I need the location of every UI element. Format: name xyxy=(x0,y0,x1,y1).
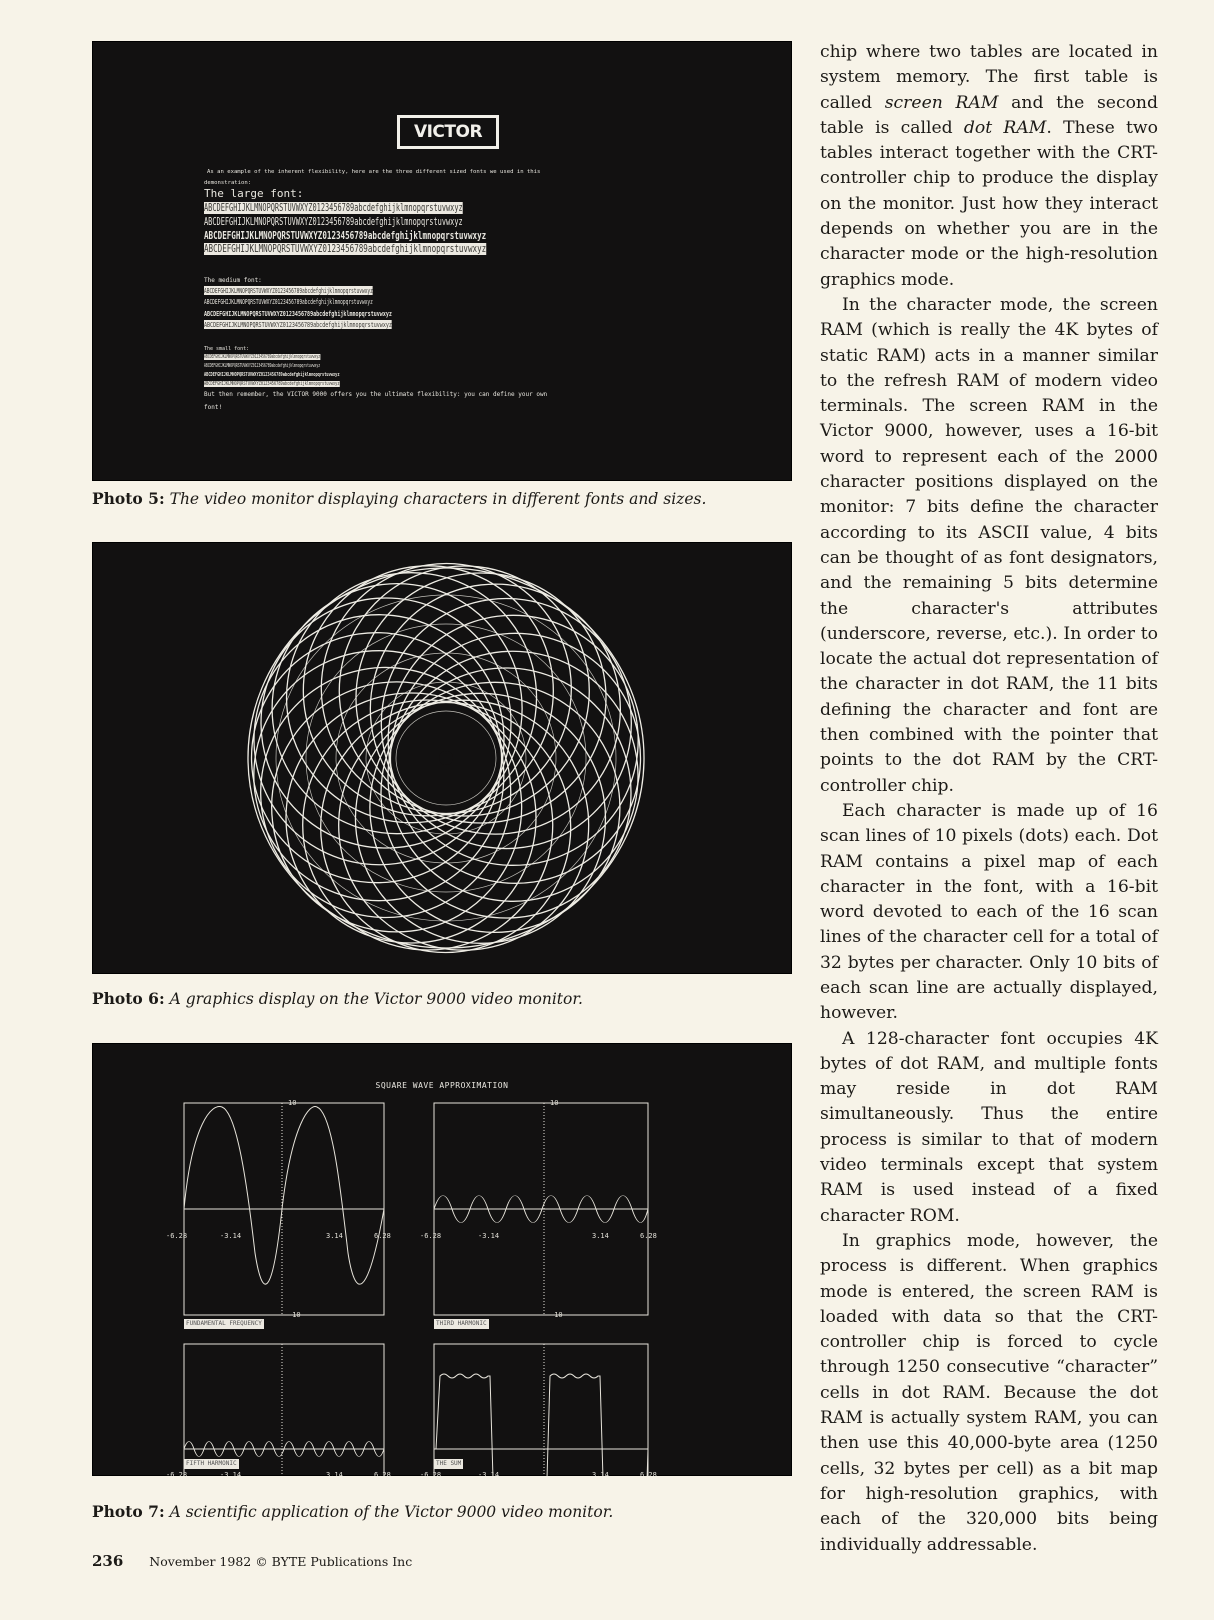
paragraph-1: chip where two tables are located in system memory. The first table is called screen RAM and the second table is called dot RAM. These two tables interact together with the CRT-controller chip to produce the display on the monitor. Just how they interact depends on whether you are in the character mode or the high-resolution graphics mode. xyxy=(820,42,1158,290)
crt-intro-2: demonstration: xyxy=(204,180,252,186)
panel-label-fundamental: FUNDAMENTAL FREQUENCY xyxy=(186,1320,262,1327)
term-screen-ram: screen RAM xyxy=(884,92,999,113)
caption-text: The video monitor displaying characters in different fonts and sizes. xyxy=(169,490,707,508)
article-column xyxy=(820,40,1158,1558)
crt-large-bold-reverse: ABCDEFGHIJKLMNOPQRSTUVWXYZ0123456789abcdefghijklmnopqrstuvwxyz xyxy=(204,243,487,255)
photo-5-font-display xyxy=(92,41,792,481)
x-tick: 6.28 xyxy=(374,1232,391,1240)
crt-small-bold: ABCDEFGHIJKLMNOPQRSTUVWXYZ0123456789abcdefghijklmnopqrstuvwxyz xyxy=(204,372,340,378)
panel-label-fifth: FIFTH HARMONIC xyxy=(186,1460,237,1467)
x-tick: 3.14 xyxy=(592,1232,609,1240)
crt-intro: As an example of the inherent flexibility, here are the three different sized fonts we used in this xyxy=(207,169,541,175)
crt-small-normal: ABCDEFGHIJKLMNOPQRSTUVWXYZ0123456789abcdefghijklmnopqrstuvwxyz xyxy=(204,363,321,369)
x-tick: -3.14 xyxy=(478,1232,500,1240)
paragraph-2: In the character mode, the screen RAM (which is really the 4K bytes of static RAM) acts in a manner similar to the refresh RAM of modern video terminals. The screen RAM in the Victor 9000, however, uses a 16-bit word to represent each of the 2000 character positions displayed on the monitor: 7 bits define the character according to its ASCII value, 4 bits can be thought of as font designators, and the remaining 5 bits determine the character's attributes (underscore, reverse, etc.). In order to locate the actual dot representation of the character in dot RAM, the 11 bits defining the character and font are then combined with the pointer that points to the dot RAM by the CRT-controller chip. xyxy=(820,294,1158,796)
x-tick: 3.14 xyxy=(326,1471,343,1476)
y-tick: 10 xyxy=(288,1099,297,1107)
photo-7-caption xyxy=(92,1502,613,1521)
paragraph-3: Each character is made up of 16 scan lines of 10 pixels (dots) each. Dot RAM contains a pixel map of each character in the font, with a 16-bit word devoted to each of the 16 scan lines of the character cell for a total of 32 bytes per character. Only 10 bits of each scan line are actually displayed, however. xyxy=(820,800,1158,1024)
x-tick: 6.28 xyxy=(640,1232,657,1240)
photo-6-caption xyxy=(92,989,583,1008)
crt-closing: But then remember, the VICTOR 9000 offers you the ultimate flexibility: you can define your own xyxy=(204,391,548,398)
panel-label-third: THIRD HARMONIC xyxy=(436,1320,487,1327)
crt-closing-2: font! xyxy=(204,404,223,411)
crt-large-normal: ABCDEFGHIJKLMNOPQRSTUVWXYZ0123456789abcdefghijklmnopqrstuvwxyz xyxy=(204,216,463,228)
page-number: 236 xyxy=(92,1552,124,1570)
y-tick: -10 xyxy=(550,1311,563,1319)
x-tick: -6.28 xyxy=(166,1232,188,1240)
paragraph-4: A 128-character font occupies 4K bytes of dot RAM, and multiple fonts may reside in dot RAM simultaneously. Thus the entire process is similar to that of modern video terminals except that system RAM is used instead of a fixed character ROM. xyxy=(820,1028,1158,1226)
y-tick: 10 xyxy=(550,1099,559,1107)
victor-logo: VICTOR xyxy=(397,115,499,149)
caption-text: A graphics display on the Victor 9000 video monitor. xyxy=(169,990,583,1008)
crt-medium-normal: ABCDEFGHIJKLMNOPQRSTUVWXYZ0123456789abcdefghijklmnopqrstuvwxyz xyxy=(204,297,373,306)
caption-label: Photo 6: xyxy=(92,989,165,1008)
crt-small-bold-reverse: ABCDEFGHIJKLMNOPQRSTUVWXYZ0123456789abcdefghijklmnopqrstuvwxyz xyxy=(204,381,340,387)
x-tick: -6.28 xyxy=(166,1471,188,1476)
x-tick: -3.14 xyxy=(478,1471,500,1476)
x-tick: 3.14 xyxy=(326,1232,343,1240)
crt-medium-reverse: ABCDEFGHIJKLMNOPQRSTUVWXYZ0123456789abcdefghijklmnopqrstuvwxyz xyxy=(204,286,373,295)
x-tick: -6.28 xyxy=(420,1471,442,1476)
page-footer xyxy=(92,1552,412,1570)
x-tick: -3.14 xyxy=(220,1471,242,1476)
term-dot-ram: dot RAM xyxy=(963,117,1047,138)
y-tick: -10 xyxy=(288,1311,301,1319)
caption-text: A scientific application of the Victor 9000 video monitor. xyxy=(169,1503,614,1521)
crt-small-label: The small font: xyxy=(204,346,250,352)
x-tick: 6.28 xyxy=(640,1471,657,1476)
photo-5-caption xyxy=(92,489,706,508)
paragraph-5: In graphics mode, however, the process is different. When graphics mode is entered, the screen RAM is loaded with data so that the CRT-controller chip is forced to cycle through 1250 consecutive “character” cells in dot RAM. Because the dot RAM is actually system RAM, you can then use this 40,000-byte area (1250 cells, 32 bytes per cell) as a bit map for high-resolution graphics, with each of the 320,000 bits being individually addressable. xyxy=(820,1230,1158,1555)
caption-label: Photo 7: xyxy=(92,1502,165,1521)
caption-label: Photo 5: xyxy=(92,489,165,508)
crt-medium-bold-reverse: ABCDEFGHIJKLMNOPQRSTUVWXYZ0123456789abcdefghijklmnopqrstuvwxyz xyxy=(204,320,392,329)
panel-label-sum: THE SUM xyxy=(436,1460,462,1467)
crt-large-bold: ABCDEFGHIJKLMNOPQRSTUVWXYZ0123456789abcdefghijklmnopqrstuvwxyz xyxy=(204,230,487,242)
crt-medium-label: The medium font: xyxy=(204,277,262,284)
x-tick: -6.28 xyxy=(420,1232,442,1240)
footer-credit: November 1982 © BYTE Publications Inc xyxy=(149,1554,413,1569)
crt-small-reverse: ABCDEFGHIJKLMNOPQRSTUVWXYZ0123456789abcdefghijklmnopqrstuvwxyz xyxy=(204,354,321,360)
x-tick: 6.28 xyxy=(374,1471,391,1476)
plot-grid-icon xyxy=(92,1043,792,1476)
x-tick: 3.14 xyxy=(592,1471,609,1476)
plot-title: SQUARE WAVE APPROXIMATION xyxy=(375,1081,509,1090)
crt-large-reverse: ABCDEFGHIJKLMNOPQRSTUVWXYZ0123456789abcdefghijklmnopqrstuvwxyz xyxy=(204,202,463,214)
torus-wireframe-icon xyxy=(92,542,792,974)
x-tick: -3.14 xyxy=(220,1232,242,1240)
photo-7-square-wave-plots xyxy=(92,1043,792,1476)
crt-large-label: The large font: xyxy=(204,187,304,200)
crt-medium-bold: ABCDEFGHIJKLMNOPQRSTUVWXYZ0123456789abcdefghijklmnopqrstuvwxyz xyxy=(204,309,392,318)
photo-6-torus-graphic xyxy=(92,542,792,974)
